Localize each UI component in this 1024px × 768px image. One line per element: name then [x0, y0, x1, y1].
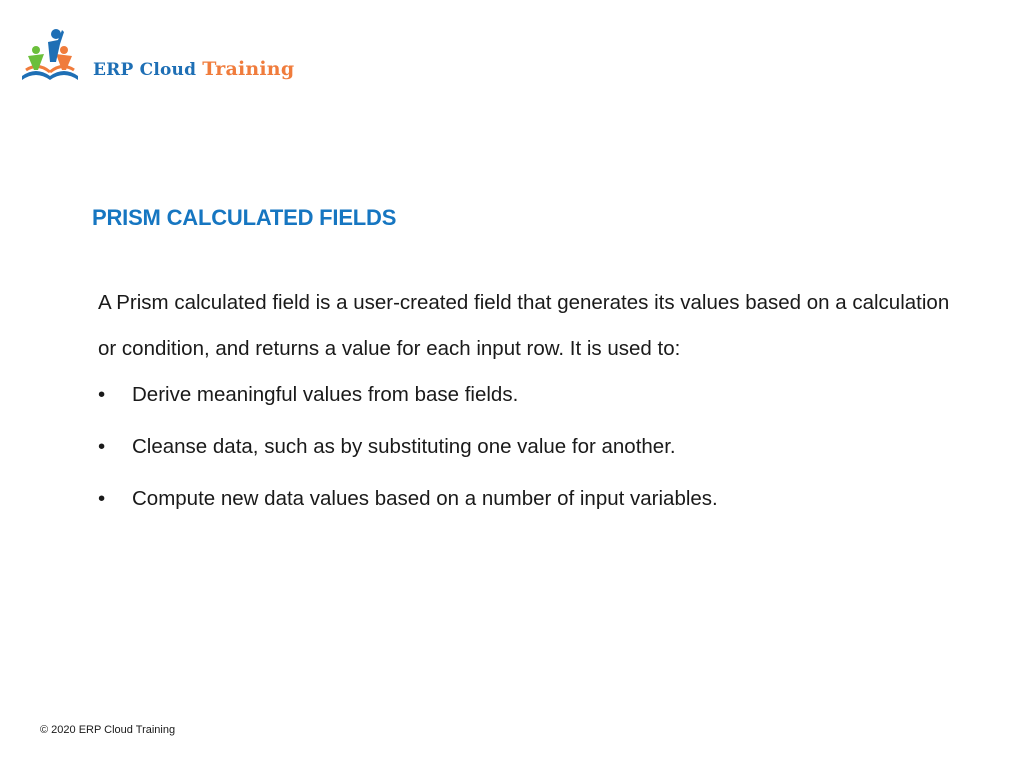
- book-people-logo-icon: [18, 26, 82, 86]
- bullet-list: [98, 373, 958, 529]
- bullet-text: Compute new data values based on a number of input variables.: [132, 487, 718, 510]
- slide-title: PRISM CALCULATED FIELDS: [92, 205, 397, 230]
- bullet-item: [98, 477, 958, 529]
- logo-text: [93, 58, 294, 80]
- bullet-text: Cleanse data, such as by substituting one value for another.: [132, 435, 676, 458]
- bullet-icon: •: [98, 383, 106, 406]
- erp-cloud-training-logo: [18, 26, 295, 90]
- bullet-item: [98, 373, 958, 425]
- bullet-icon: •: [98, 435, 106, 458]
- copyright-footer: © 2020 ERP Cloud Training: [40, 724, 176, 736]
- logo-text-training: Training: [202, 58, 295, 80]
- intro-paragraph: A Prism calculated field is a user-created field that generates its values based on a calculation or condition, and returns a value for each input row. It is used to:: [98, 291, 950, 360]
- logo-text-erp-cloud: ERP Cloud: [93, 60, 203, 80]
- bullet-text: Derive meaningful values from base fields.: [132, 383, 519, 406]
- bullet-icon: •: [98, 487, 106, 510]
- bullet-item: [98, 425, 958, 477]
